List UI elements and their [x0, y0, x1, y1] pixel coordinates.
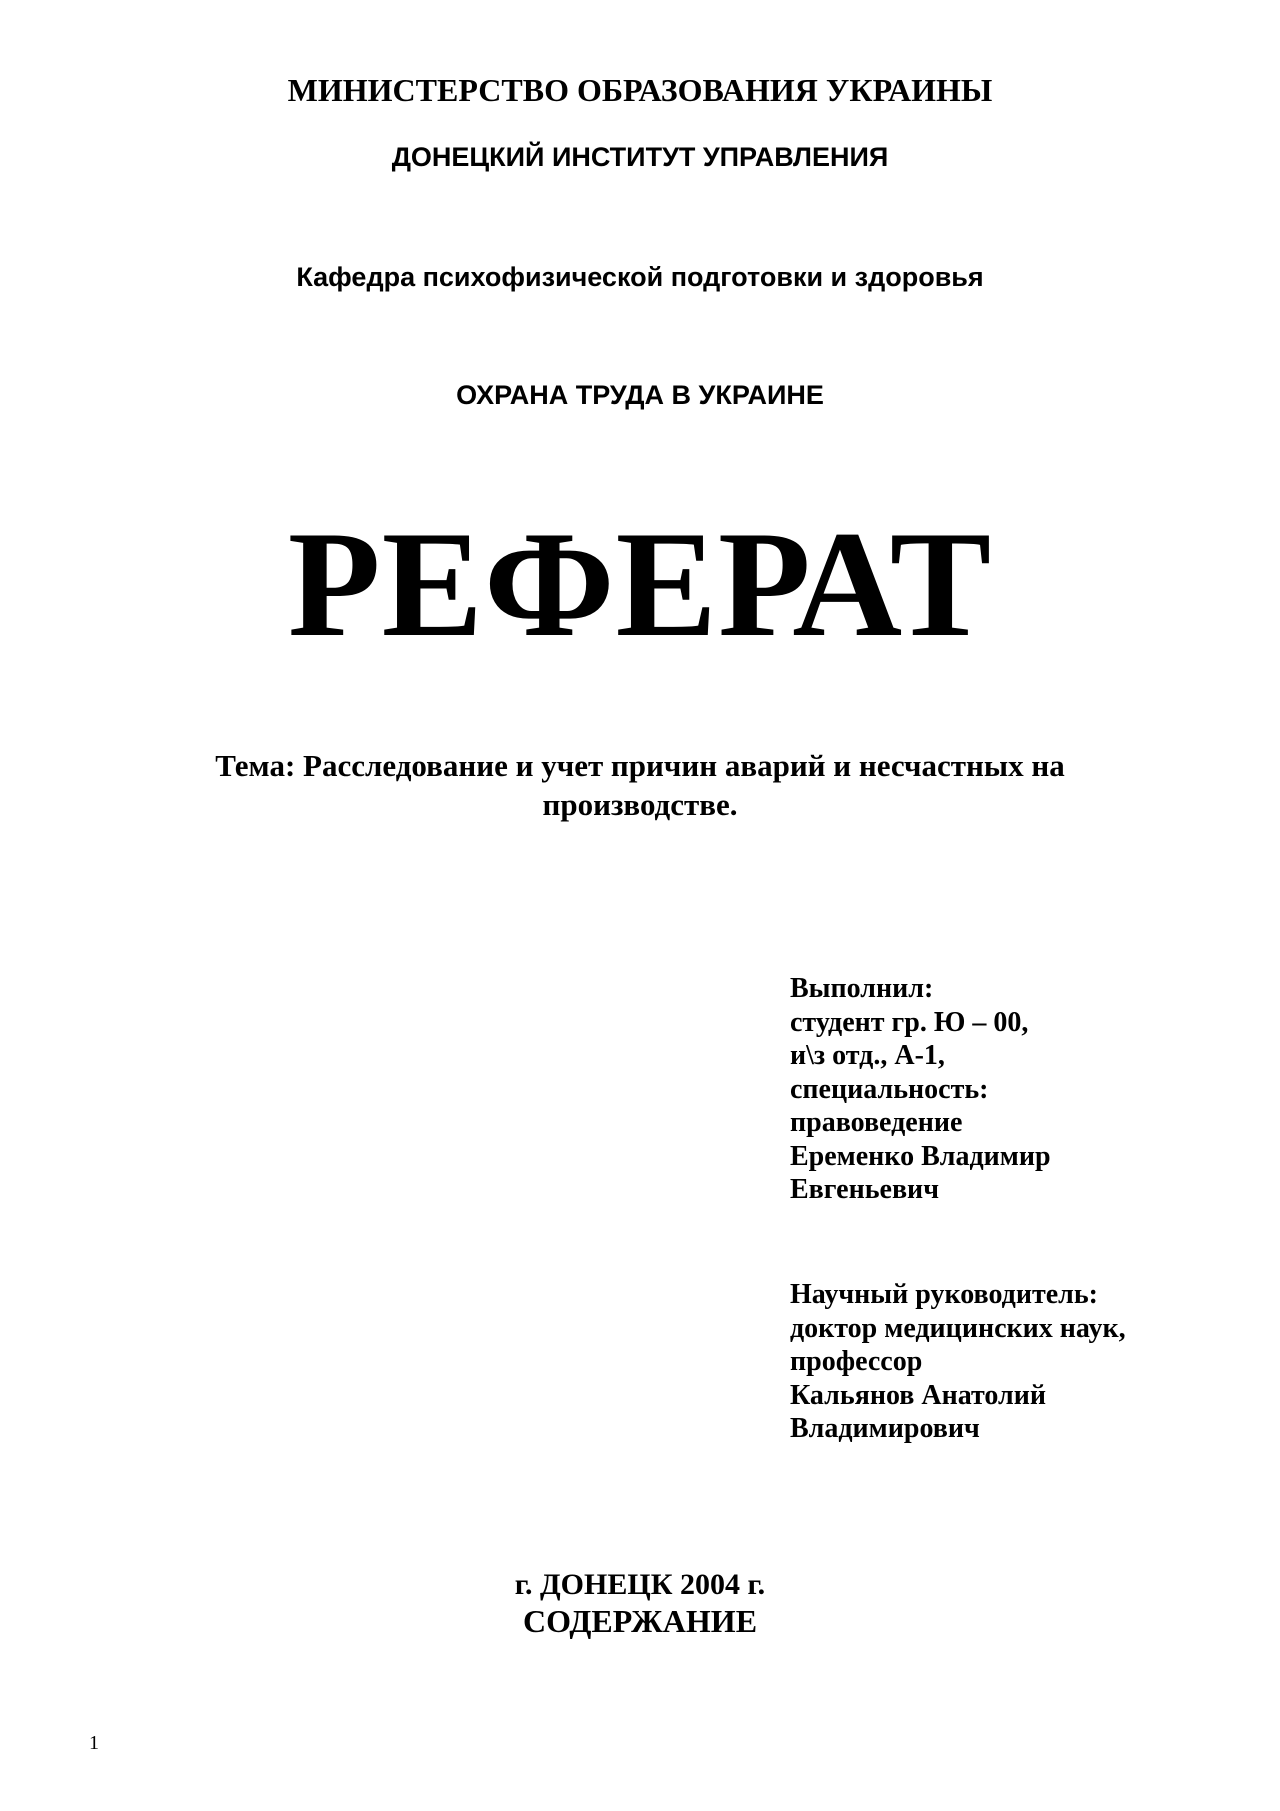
- contents-heading: СОДЕРЖАНИЕ: [522, 1603, 758, 1639]
- topic-line-2: производстве.: [542, 787, 738, 822]
- supervisor-line: профессор: [790, 1346, 923, 1377]
- department-heading: Кафедра психофизической подготовки и здоровья: [296, 262, 984, 292]
- document-type-title: РЕФЕРАТ: [287, 500, 993, 668]
- topic-line-1: Тема: Расследование и учет причин аварий и несчастных на: [215, 748, 1065, 783]
- supervisor-block: [790, 1278, 1260, 1446]
- course-heading: ОХРАНА ТРУДА В УКРАИНЕ: [456, 380, 824, 410]
- page-number: 1: [89, 1732, 99, 1754]
- topic-heading: [140, 746, 1140, 824]
- performer-line: Евгеньевич: [790, 1174, 939, 1205]
- performer-line: специальность:: [790, 1073, 989, 1105]
- city-year: г. ДОНЕЦК 2004 г.: [514, 1568, 766, 1601]
- performer-line: Выполнил:: [790, 973, 934, 1004]
- performer-line: и\з отд., А-1,: [790, 1040, 945, 1071]
- supervisor-line: Кальянов Анатолий: [790, 1379, 1047, 1411]
- supervisor-line: Научный руководитель:: [790, 1279, 1098, 1310]
- performer-block: [790, 972, 1260, 1207]
- supervisor-line: Владимирович: [790, 1413, 980, 1444]
- institute-heading: ДОНЕЦКИЙ ИНСТИТУТ УПРАВЛЕНИЯ: [391, 142, 889, 172]
- performer-line: правоведение: [790, 1107, 963, 1138]
- supervisor-line: доктор медицинских наук,: [790, 1312, 1126, 1344]
- performer-line: Еременко Владимир: [790, 1140, 1051, 1172]
- performer-line: студент гр. Ю – 00,: [790, 1006, 1029, 1038]
- ministry-heading: МИНИСТЕРСТВО ОБРАЗОВАНИЯ УКРАИНЫ: [287, 72, 993, 108]
